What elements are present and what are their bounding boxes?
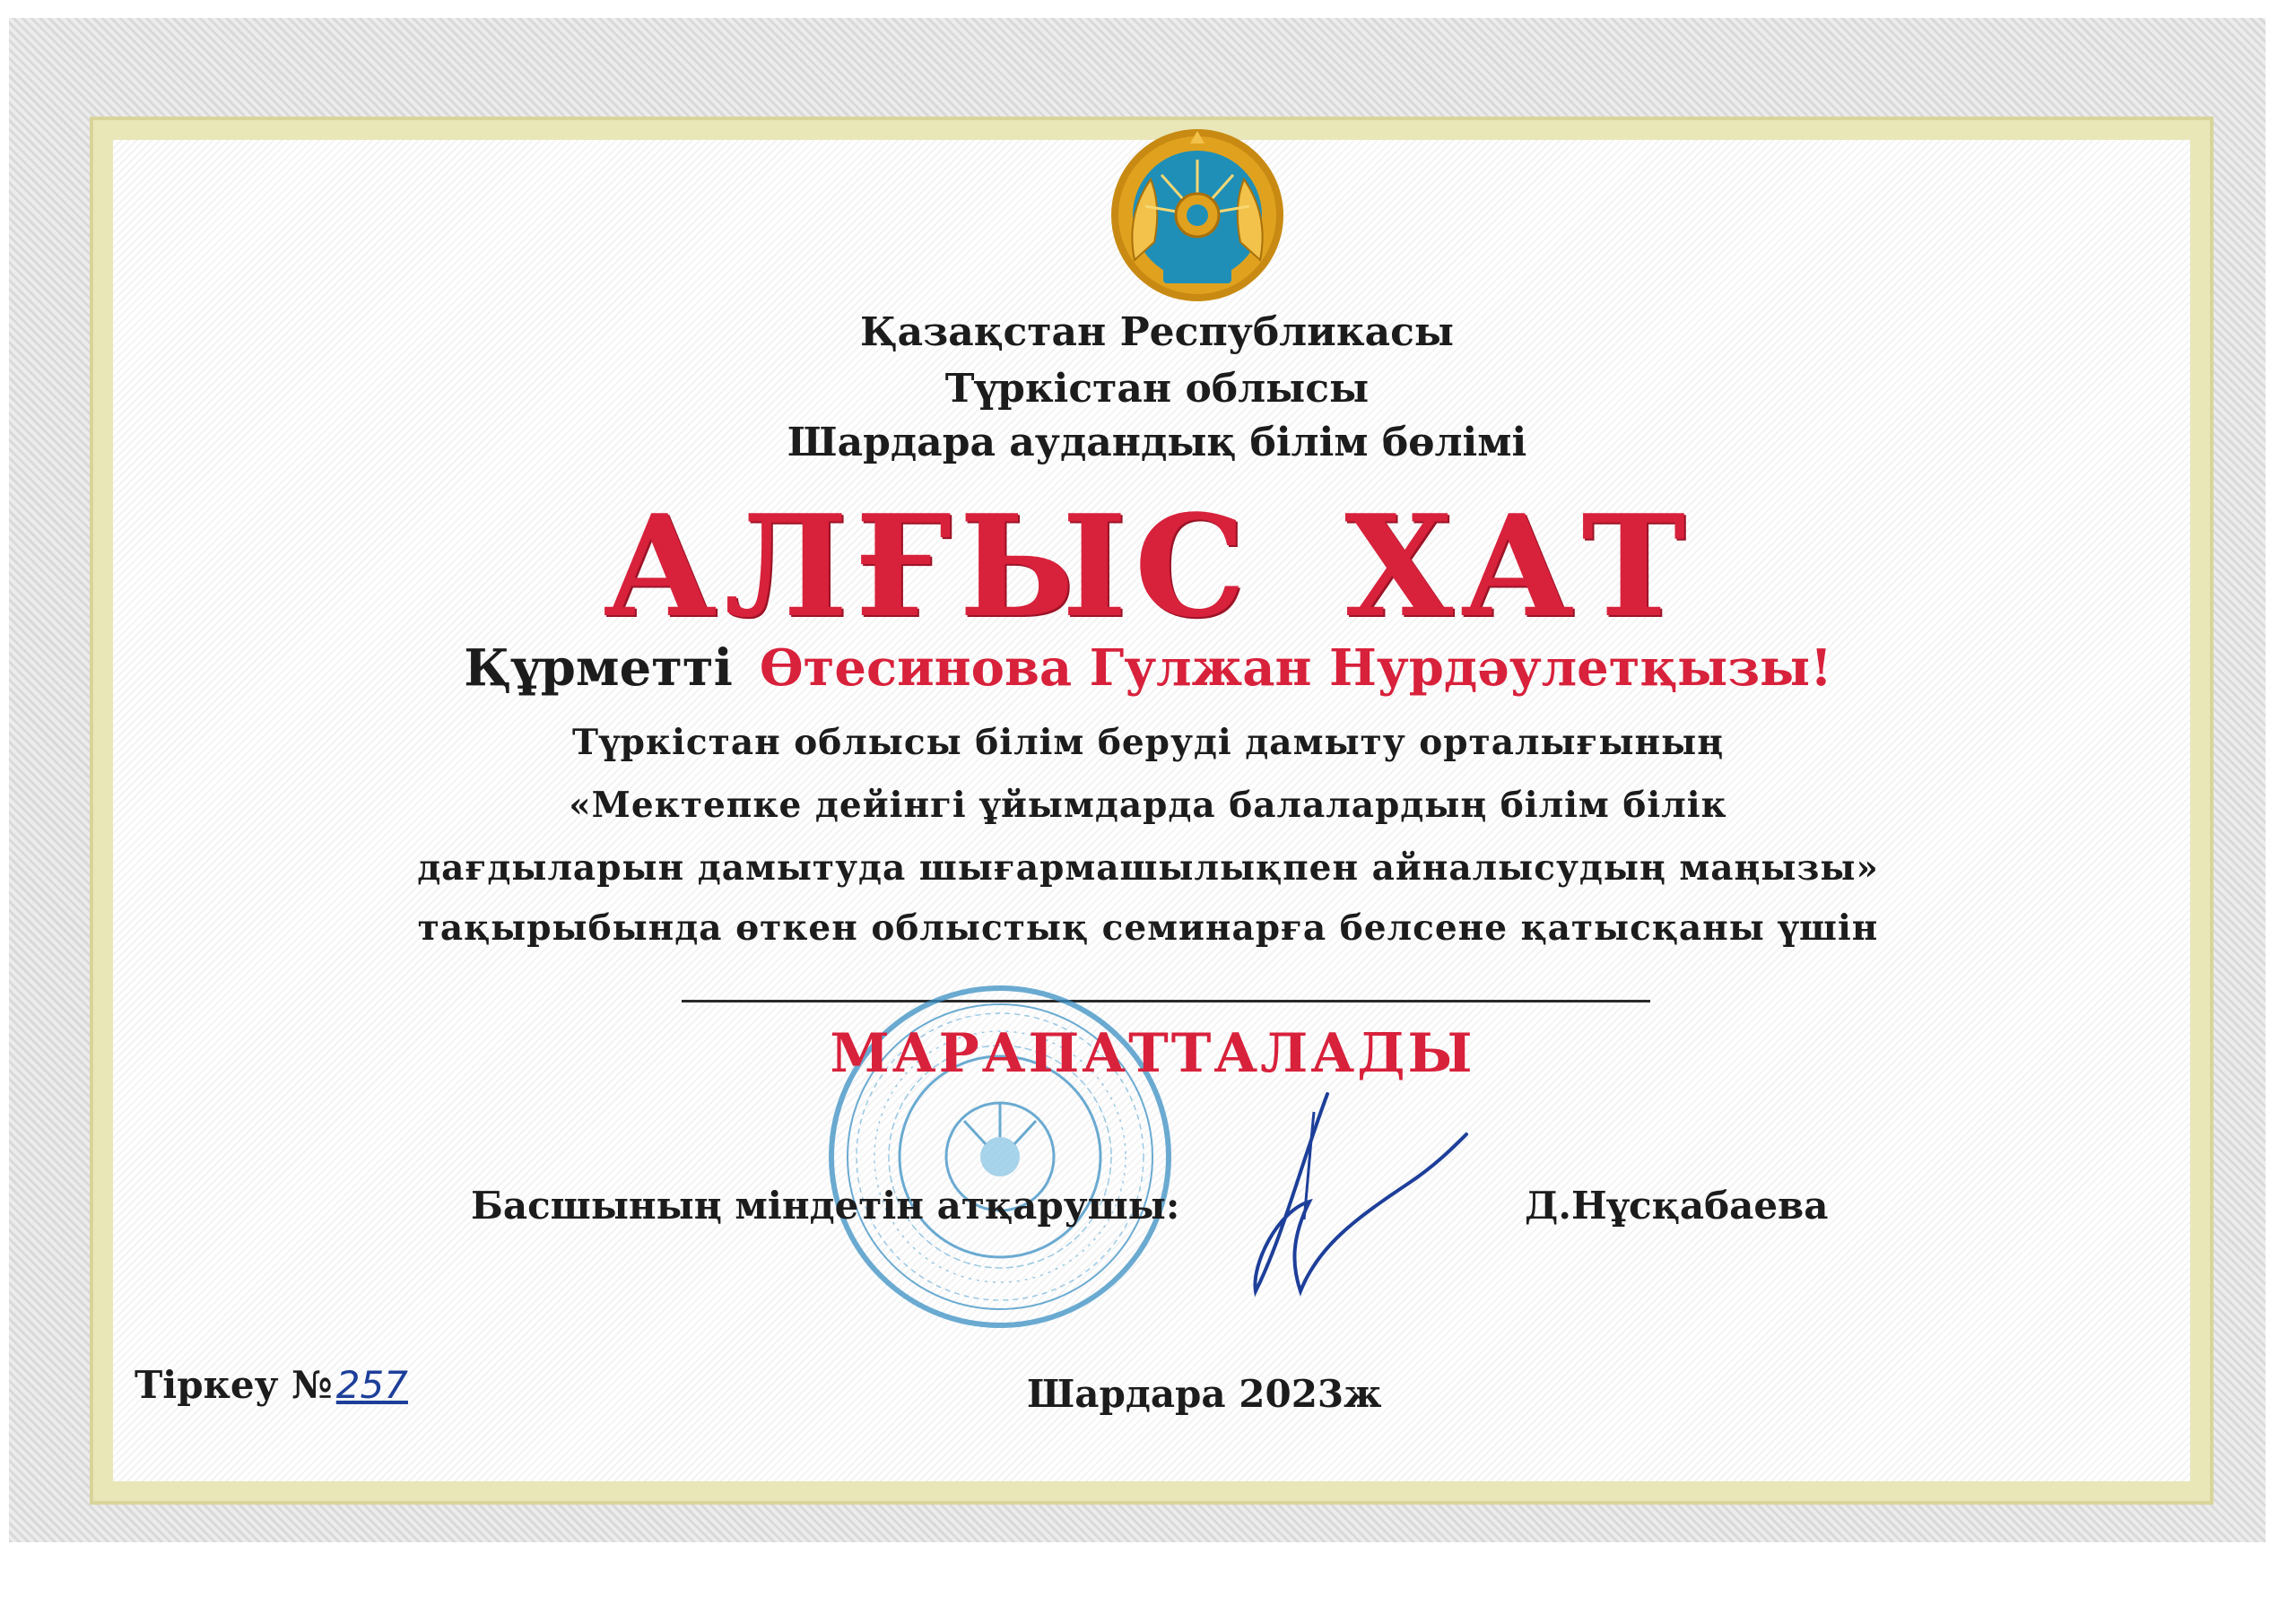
salutation: Құрметті <box>464 638 733 698</box>
signer-name: Д.Нұсқабаева <box>1525 1184 1829 1228</box>
handwritten-signature-icon <box>1229 1085 1471 1300</box>
place-and-year: Шардара 2023ж <box>1027 1372 1382 1416</box>
registration-value: 257 <box>335 1363 408 1407</box>
awarded-label: МАРАПАТТАЛАДЫ <box>830 1022 1475 1085</box>
body-line-1: Түркістан облысы білім беруді дамыту орталығының <box>571 722 1725 763</box>
body-line-4: тақырыбында өткен облыстық семинарға белсене қатысқаны үшін <box>417 907 1879 949</box>
recipient-line <box>0 638 2296 698</box>
signer-position: Басшының міндетін атқарушы: <box>471 1184 1180 1228</box>
body-line-3: дағдыларын дамытуда шығармашылықпен айналысудың маңызы» <box>417 847 1879 889</box>
body-line-2: «Мектепке дейінгі ұйымдарда балалардың білім білік <box>569 785 1727 826</box>
kazakhstan-coat-of-arms-icon <box>1108 126 1287 305</box>
header-region: Түркістан облысы <box>944 366 1370 412</box>
registration-label: Тіркеу № <box>135 1363 333 1407</box>
header-country: Қазақстан Республикасы <box>859 309 1455 355</box>
header-department: Шардара аудандық білім бөлімі <box>787 420 1527 465</box>
recipient-name: Өтесинова Гулжан Нурдәулетқызы! <box>759 638 1832 698</box>
registration-number <box>135 1363 408 1407</box>
certificate-title: АЛҒЫС ХАТ <box>603 484 1693 648</box>
